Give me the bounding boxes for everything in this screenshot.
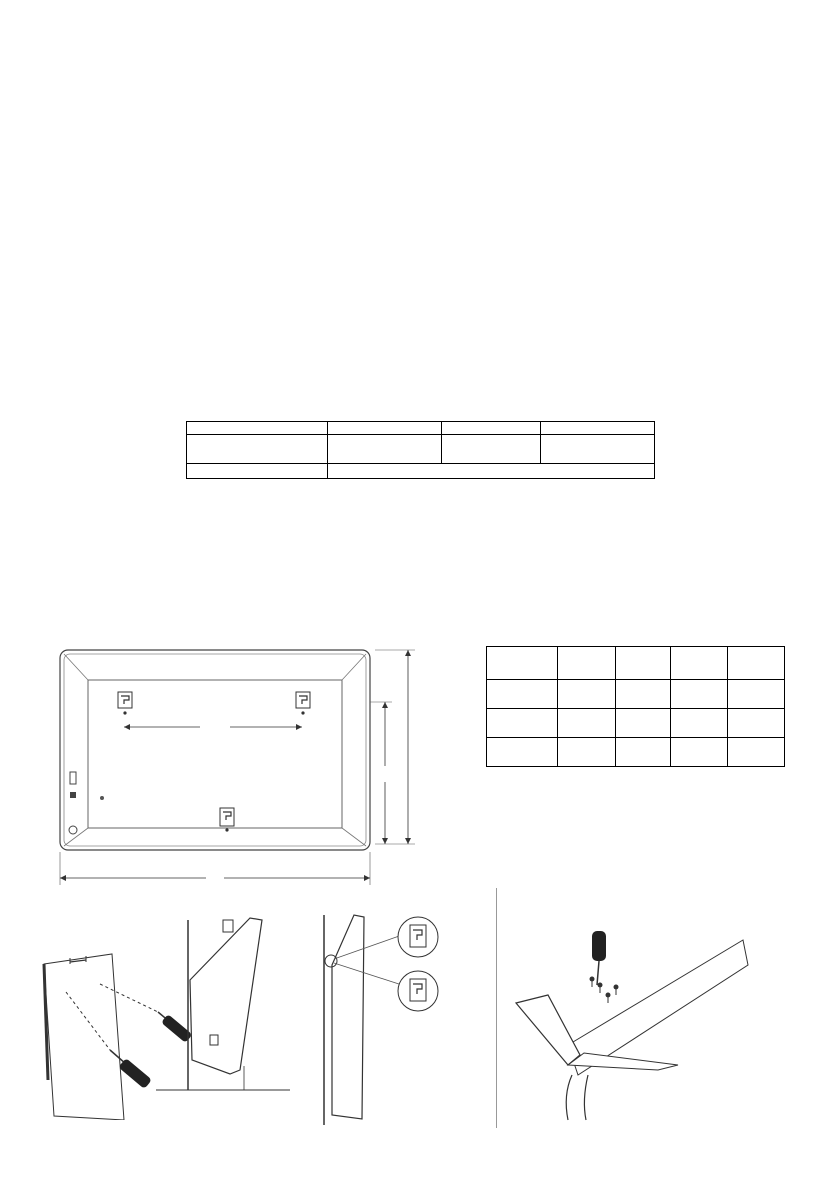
divider: [496, 888, 497, 1128]
table-cell: [728, 709, 785, 738]
wall-mount-diagram: [40, 900, 300, 1120]
table-cell: [187, 464, 328, 479]
table-cell: [616, 709, 671, 738]
table-cell: [558, 680, 616, 709]
table-cell: [541, 435, 655, 464]
table-cell: [328, 464, 655, 479]
table-cell: [728, 738, 785, 767]
spec-table-1: [186, 421, 655, 479]
table-cell: [187, 422, 328, 435]
remove-heater-diagram: [310, 905, 460, 1135]
feet-install-diagram: [508, 925, 753, 1125]
table-cell: [616, 680, 671, 709]
table-cell: [187, 435, 328, 464]
table-cell: [558, 738, 616, 767]
table-cell: [558, 709, 616, 738]
table-cell: [671, 738, 728, 767]
table-cell: [616, 647, 671, 680]
heater-back-diagram: [40, 640, 440, 890]
table-cell: [487, 738, 558, 767]
table-cell: [487, 647, 558, 680]
table-cell: [442, 422, 541, 435]
table-cell: [671, 680, 728, 709]
table-cell: [442, 435, 541, 464]
table-cell: [671, 709, 728, 738]
table-cell: [616, 738, 671, 767]
table-cell: [671, 647, 728, 680]
table-cell: [487, 709, 558, 738]
dimension-table: [486, 646, 785, 767]
screwdriver-icon: [592, 931, 606, 985]
table-cell: [728, 647, 785, 680]
table-cell: [728, 680, 785, 709]
table-cell: [541, 422, 655, 435]
table-cell: [328, 422, 442, 435]
table-cell: [558, 647, 616, 680]
table-cell: [328, 435, 442, 464]
table-cell: [487, 680, 558, 709]
